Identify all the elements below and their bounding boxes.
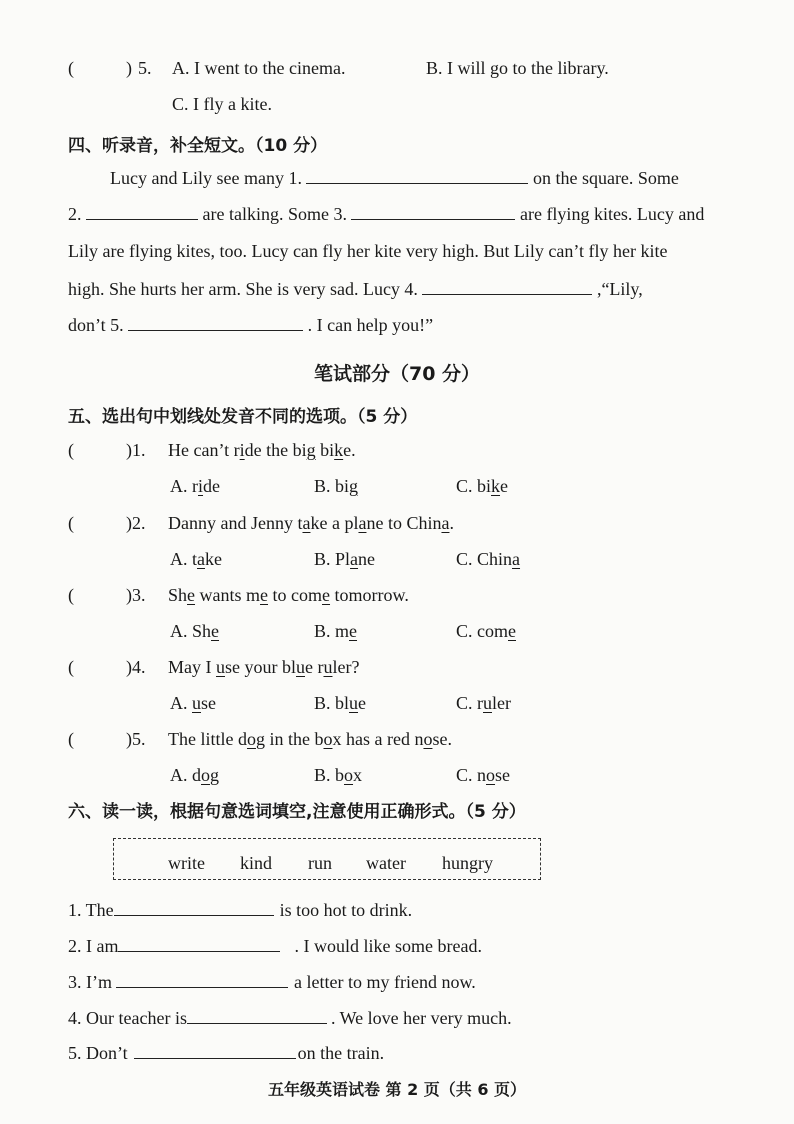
- sentence-part: wants m: [195, 585, 261, 605]
- word-bank: [113, 838, 541, 880]
- underlined-letter: g: [306, 440, 316, 460]
- sentence-part: e r: [305, 657, 324, 677]
- underlined-letter: e: [508, 621, 516, 641]
- passage-text: ,“Lily,: [596, 279, 643, 299]
- sentence-part: se your bl: [225, 657, 296, 677]
- option-text: g: [210, 765, 219, 785]
- underlined-letter: u: [323, 657, 333, 677]
- word-bank-item: run: [308, 853, 332, 873]
- option-text: A. Sh: [170, 621, 212, 641]
- section5-title: 五、选出句中划线处发音不同的选项。（5 分）: [68, 407, 418, 427]
- fill-item-suffix: a letter to my friend now.: [294, 972, 476, 992]
- underlined-letter: e: [322, 585, 331, 605]
- option-c: [456, 621, 516, 642]
- question-number: )3.: [126, 585, 146, 605]
- blank-2[interactable]: [86, 205, 198, 220]
- underlined-letter: a: [358, 513, 367, 533]
- fill-item-5: [68, 1043, 384, 1064]
- option-c: [456, 693, 511, 714]
- passage-line-2: [68, 204, 704, 225]
- option-c: [456, 476, 508, 497]
- underlined-letter: e: [211, 621, 220, 641]
- option-text: e: [358, 693, 367, 713]
- passage-text: are talking. Some 3.: [202, 204, 347, 224]
- underlined-letter: a: [441, 513, 450, 533]
- underlined-letter: k: [334, 440, 344, 460]
- option-text: se: [495, 765, 511, 785]
- sentence-part: se.: [432, 729, 452, 749]
- option-c: [456, 549, 520, 570]
- fill-item-1: [68, 900, 412, 921]
- fill-item-prefix: 1. The: [68, 900, 114, 920]
- fill-item-suffix: . I would like some bread.: [294, 936, 482, 956]
- option-text: C. bi: [456, 476, 492, 496]
- underlined-letter: o: [486, 765, 496, 785]
- fill-item-suffix: is too hot to drink.: [279, 900, 413, 920]
- option-a: [170, 476, 220, 497]
- option-text: A.: [170, 693, 192, 713]
- fill-blank[interactable]: [134, 1044, 296, 1059]
- word-bank-item: water: [366, 853, 406, 873]
- underlined-letter: a: [302, 513, 311, 533]
- sentence-part: ne to Chin: [366, 513, 442, 533]
- fill-item-2: [68, 936, 482, 957]
- option-text: C. Chin: [456, 549, 513, 569]
- fill-item-prefix: 5. Don’t: [68, 1043, 128, 1063]
- word-bank-item: write: [168, 853, 205, 873]
- question-number: )5.: [126, 729, 146, 749]
- passage-line-1: [110, 168, 679, 189]
- option-text: x: [353, 765, 363, 785]
- blank-1[interactable]: [306, 169, 528, 184]
- option-a: [170, 693, 216, 714]
- option-c: C. I fly a kite.: [172, 94, 272, 114]
- underlined-letter: u: [349, 693, 359, 713]
- blank-4[interactable]: [422, 280, 592, 295]
- sentence-part: ler?: [332, 657, 360, 677]
- answer-paren-open: (: [68, 58, 74, 78]
- option-a: A. I went to the cinema.: [172, 58, 346, 78]
- underlined-letter: i: [198, 476, 204, 496]
- fill-blank[interactable]: [118, 937, 280, 952]
- underlined-letter: e: [349, 621, 358, 641]
- sentence-part: ke a pl: [310, 513, 359, 533]
- fill-blank[interactable]: [116, 973, 288, 988]
- passage-line-5: [68, 315, 433, 336]
- fill-blank[interactable]: [114, 901, 274, 916]
- answer-paren-open: (: [68, 729, 74, 749]
- underlined-letter: o: [246, 729, 256, 749]
- sentence-part: de the bi: [244, 440, 307, 460]
- underlined-letter: e: [260, 585, 269, 605]
- underlined-letter: u: [216, 657, 225, 677]
- underlined-letter: g: [349, 476, 359, 496]
- sentence-part: bi: [315, 440, 335, 460]
- fill-item-3: [68, 972, 476, 993]
- question-sentence: [168, 729, 452, 750]
- answer-paren-open: (: [68, 513, 74, 533]
- passage-text: on the square. Some: [532, 168, 679, 188]
- option-b: [314, 476, 358, 497]
- option-text: A. d: [170, 765, 201, 785]
- fill-blank[interactable]: [187, 1009, 327, 1024]
- underlined-letter: i: [239, 440, 245, 460]
- answer-paren-open: (: [68, 585, 74, 605]
- fill-item-prefix: 2. I am: [68, 936, 119, 956]
- underlined-letter: k: [491, 476, 501, 496]
- sentence-part: .: [449, 513, 454, 533]
- underlined-letter: o: [201, 765, 210, 785]
- question-number: 5.: [138, 58, 152, 78]
- option-b: [314, 549, 375, 570]
- underlined-letter: u: [483, 693, 492, 713]
- sentence-part: x has a red n: [332, 729, 424, 749]
- option-text: B. Pl: [314, 549, 351, 569]
- blank-5[interactable]: [128, 316, 303, 331]
- option-text: B. b: [314, 765, 345, 785]
- written-part-title: 笔试部分（70 分）: [313, 363, 481, 385]
- sentence-part: The little d: [168, 729, 247, 749]
- option-c: [456, 765, 510, 786]
- option-text: de: [203, 476, 221, 496]
- page-footer: 五年级英语试卷 第 2 页（共 6 页）: [267, 1080, 527, 1099]
- option-text: A. r: [170, 476, 198, 496]
- option-text: ne: [358, 549, 376, 569]
- question-sentence: [168, 585, 409, 606]
- question-number: )1.: [126, 440, 146, 460]
- fill-item-suffix: . We love her very much.: [330, 1008, 512, 1028]
- underlined-letter: a: [197, 549, 205, 569]
- sentence-part: May I: [168, 657, 216, 677]
- passage-line-3: Lily are flying kites, too. Lucy can fly her kite very high. But Lily can’t fly her kite: [68, 241, 668, 261]
- option-text: e: [500, 476, 509, 496]
- sentence-part: He can’t r: [168, 440, 240, 460]
- question-number: )4.: [126, 657, 146, 677]
- underlined-letter: u: [192, 693, 201, 713]
- answer-paren-close: ): [126, 58, 132, 78]
- passage-text: don’t 5.: [68, 315, 124, 335]
- option-b: B. I will go to the library.: [426, 58, 609, 78]
- passage-text: Lucy and Lily see many 1.: [110, 168, 302, 188]
- passage-line-4: [68, 279, 643, 300]
- question-number: )2.: [126, 513, 146, 533]
- fill-item-suffix: on the train.: [297, 1043, 385, 1063]
- underlined-letter: o: [423, 729, 433, 749]
- answer-paren-open: (: [68, 440, 74, 460]
- option-text: B. m: [314, 621, 350, 641]
- option-b: [314, 765, 362, 786]
- option-b: [314, 621, 357, 642]
- sentence-part: Sh: [168, 585, 188, 605]
- option-a: [170, 621, 219, 642]
- question-sentence: [168, 657, 359, 678]
- underlined-letter: e: [187, 585, 196, 605]
- word-bank-item: hungry: [442, 853, 493, 873]
- option-a: [170, 549, 222, 570]
- option-text: A. t: [170, 549, 197, 569]
- underlined-letter: o: [323, 729, 333, 749]
- section6-title: 六、读一读，根据句意选词填空,注意使用正确形式。（5 分）: [68, 802, 526, 822]
- underlined-letter: a: [512, 549, 521, 569]
- sentence-part: tomorrow.: [330, 585, 409, 605]
- passage-text: . I can help you!”: [307, 315, 434, 335]
- question-sentence: [168, 440, 356, 461]
- option-a: [170, 765, 219, 786]
- sentence-part: e.: [343, 440, 356, 460]
- option-text: se: [201, 693, 216, 713]
- fill-item-prefix: 3. I’m: [68, 972, 112, 992]
- question-sentence: [168, 513, 454, 534]
- option-text: ler: [492, 693, 511, 713]
- fill-item-prefix: 4. Our teacher is: [68, 1008, 187, 1028]
- option-text: C. n: [456, 765, 487, 785]
- sentence-part: Danny and Jenny t: [168, 513, 303, 533]
- answer-paren-open: (: [68, 657, 74, 677]
- underlined-letter: o: [344, 765, 354, 785]
- sentence-part: to com: [268, 585, 323, 605]
- option-text: C. com: [456, 621, 508, 641]
- passage-text: high. She hurts her arm. She is very sad. Lucy 4.: [68, 279, 418, 299]
- option-text: C. r: [456, 693, 483, 713]
- blank-3[interactable]: [351, 205, 515, 220]
- fill-item-4: [68, 1008, 512, 1029]
- passage-text: are flying kites. Lucy and: [519, 204, 705, 224]
- underlined-letter: u: [296, 657, 305, 677]
- option-b: [314, 693, 366, 714]
- sentence-part: g in the b: [255, 729, 324, 749]
- passage-text: 2.: [68, 204, 82, 224]
- option-text: B. bl: [314, 693, 350, 713]
- option-text: B. bi: [314, 476, 350, 496]
- section4-title: 四、听录音，补全短文。（10 分）: [68, 136, 328, 156]
- underlined-letter: a: [350, 549, 359, 569]
- option-text: ke: [205, 549, 222, 569]
- word-bank-item: kind: [240, 853, 273, 873]
